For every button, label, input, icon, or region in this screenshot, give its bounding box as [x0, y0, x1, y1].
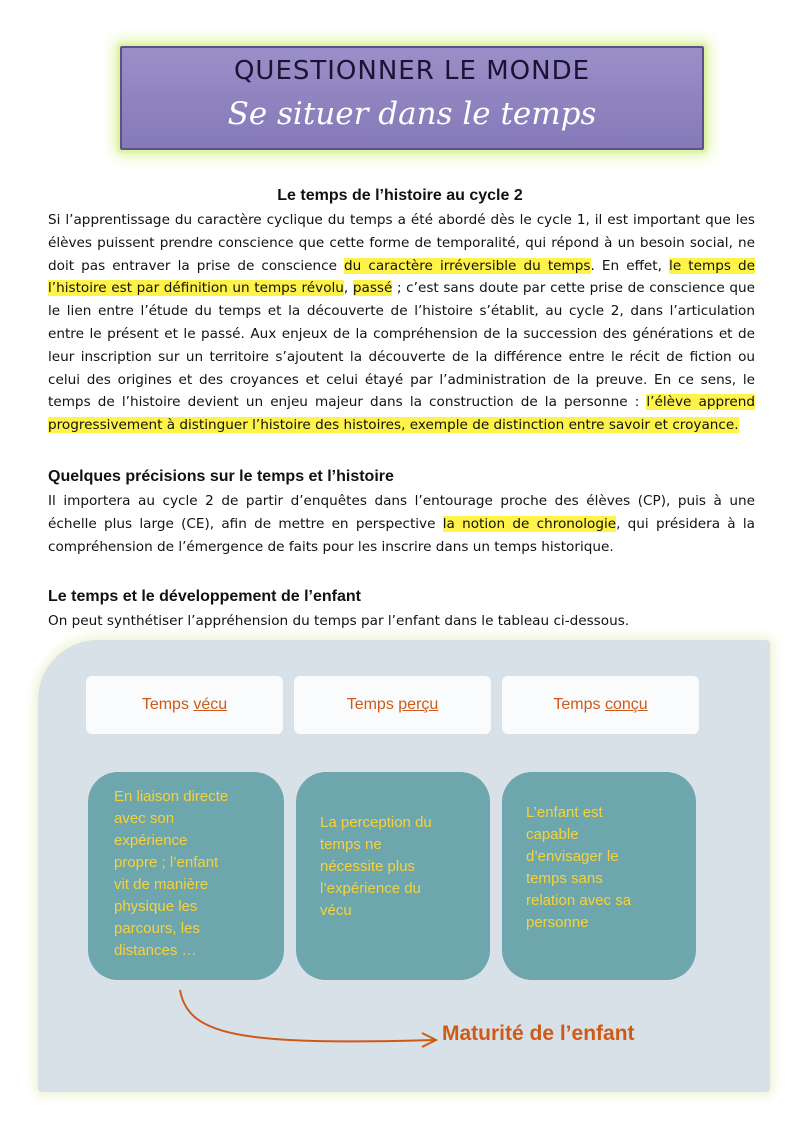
box-line: L’enfant est [526, 804, 603, 821]
column-box-vecu [88, 772, 284, 980]
maturity-label: Maturité de l’enfant [442, 1022, 635, 1045]
box-line: physique les [114, 898, 198, 915]
column-header-word: conçu [604, 696, 648, 713]
box-line: La perception du [320, 814, 432, 831]
box-line: expérience [114, 832, 188, 849]
column-box-concu [502, 772, 696, 980]
section1-paragraph [48, 209, 755, 437]
section3-paragraph: On peut synthétiser l’appréhension du temps par l’enfant dans le tableau ci-dessous. [48, 613, 630, 629]
column-header-prefix: Temps [346, 696, 399, 713]
highlight-text: la notion de chronologie [442, 515, 617, 532]
box-line: personne [526, 914, 589, 931]
box-line: parcours, les [114, 920, 200, 937]
highlight-text: le temps de l’histoire est par définition un temps révolu [48, 257, 756, 297]
box-line: vit de manière [114, 876, 209, 893]
box-line: d’envisager le [526, 848, 619, 865]
banner-title: QUESTIONNER LE MONDE [233, 56, 591, 86]
box-line: nécessite plus [320, 858, 416, 875]
column-header-prefix: Temps [141, 696, 194, 713]
section3-heading: Le temps et le développement de l’enfant [48, 588, 361, 605]
column-header-word: perçu [398, 696, 439, 713]
box-line: temps sans [526, 870, 603, 887]
box-line: En liaison directe [114, 788, 229, 805]
column-header-vecu [86, 676, 283, 734]
box-line: temps ne [320, 836, 382, 853]
section1-heading: Le temps de l’histoire au cycle 2 [277, 187, 523, 204]
column-box-percu [296, 772, 490, 980]
column-header-concu [502, 676, 699, 734]
box-line: propre ; l’enfant [114, 854, 219, 871]
banner-subtitle: Se situer dans le temps [227, 96, 597, 132]
column-header-prefix: Temps [553, 696, 605, 713]
text-run: Si l’apprentissage du caractère cyclique du temps a été abordé dès le cycle 1, il est important que les élèves puissent prendre conscience que cette forme de temporalité, qui répond à un besoin social, ne doit pas entraver la prise de conscience [48, 212, 755, 274]
text-run: Il importera au cycle 2 de partir d’enquêtes dans l’entourage proche des élèves (CP), puis à une échelle plus large (CE), afin de mettre en perspective [48, 493, 755, 532]
box-line: relation avec sa [526, 892, 632, 909]
text-run: , [343, 280, 353, 297]
title-banner [120, 46, 704, 150]
curved-arrow-icon [174, 984, 444, 1064]
text-run: ; c’est sans doute par cette prise de conscience que le lien entre l’étude du temps et la découverte de l’histoire s’établit, au cycle 2, dans l’articulation entre le présent et le passé. Aux enjeux de la compréhension de la succession des générations et de leur inscription sur un territoire s’ajoutent la découverte de la différence entre le récit de fiction ou celui des origines et des croyances et celui étayé par l’administration de la preuve. En ce sens, le temps de l’histoire devient un enjeu majeur dans la construction de la personne : [48, 280, 755, 411]
diagram-panel [54, 664, 754, 1078]
box-line: capable [526, 826, 579, 843]
column-header-word: vécu [193, 696, 228, 713]
section2-paragraph [48, 490, 755, 558]
time-diagram [38, 640, 770, 1092]
highlight-text: du caractère irréversible du temps [344, 257, 591, 274]
highlight-text: passé [352, 280, 393, 297]
box-line: vécu [320, 902, 352, 919]
text-run: . En effet, [590, 257, 670, 274]
text-run: , qui présidera à la compréhension de l’émergence de faits pour les inscrire dans un temps historique. [48, 515, 755, 555]
section2-heading: Quelques précisions sur le temps et l’histoire [48, 468, 394, 485]
box-line: l’expérience du [320, 880, 421, 897]
column-header-percu [294, 676, 491, 734]
box-line: distances … [114, 942, 197, 959]
highlight-text: l’élève apprend progressivement à distinguer l’histoire des histoires, exemple de distinction entre savoir et croyance. [48, 394, 755, 434]
box-line: avec son [114, 810, 175, 827]
